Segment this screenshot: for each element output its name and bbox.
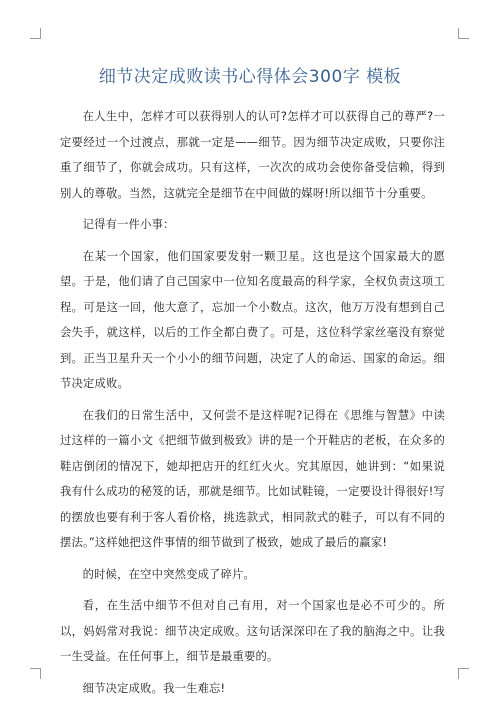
crop-mark-bottom-left — [30, 668, 41, 679]
document-title: 细节决定成败读书心得体会300字 模板 — [98, 67, 402, 87]
paragraph-shoe-store-story: 在我们的日常生活中，又何尝不是这样呢?记得在《思维与智慧》中读过这样的一篇小文《把细节做到极致》讲的是一个开鞋店的老板，在众多的鞋店倒闭的情况下，她却把店开的红红火火。究其原因，她讲到：“如果说我有什么成功的秘笈的话，那就是细节。比如试鞋镜，一定要设计得很好!写的摆放也要有利于客人看价格，挑选款式，相同款式的鞋子，可以有不同的摆法。”这样她把这件事情的细节做到了极致，她成了最后的赢家! — [60, 408, 445, 549]
paragraph-fragment: 的时候，在空中突然变成了碎片。 — [82, 567, 256, 581]
paragraph-satellite-story: 在某一个国家，他们国家要发射一颗卫星。这也是这个国家最大的愿望。于是，他们请了自己国家中一位知名度最高的科学家，全权负责这项工程。可是这一回，他大意了，忘加一个小数点。这次，他万万没有想到自己会失手，就这样，以后的工作全都白费了。可是，这位科学家丝毫没有察觉到。正当卫星升天一个小小的细节问题，决定了人的命运、国家的命运。细节决定成败。 — [60, 249, 445, 390]
crop-mark-top-right — [458, 28, 469, 39]
paragraph-mother-advice: 看，在生活中细节不但对自己有用，对一个国家也是必不可少的。所以，妈妈常对我说：细节决定成败。这句话深深印在了我的脑海之中。让我一生受益。在任何事上，细节是最重要的。 — [60, 599, 445, 663]
paragraph-intro: 在人生中，怎样才可以获得别人的认可?怎样才可以获得自己的尊严?一定要经过一个过渡点，那就一定是——细节。因为细节决定成败，只要你注重了细节了，你就会成功。只有这样，一次次的成功会使你备受信赖，得到别人的尊敬。当然，这就完全是细节在中间做的媒呀!所以细节十分重要。 — [60, 110, 445, 200]
document-body — [60, 104, 445, 707]
paragraph-remember: 记得有一件小事： — [82, 218, 175, 231]
crop-mark-bottom-right — [458, 668, 469, 679]
crop-mark-top-left — [30, 28, 41, 39]
paragraph-conclusion: 细节决定成败。我一生难忘! — [82, 681, 226, 695]
